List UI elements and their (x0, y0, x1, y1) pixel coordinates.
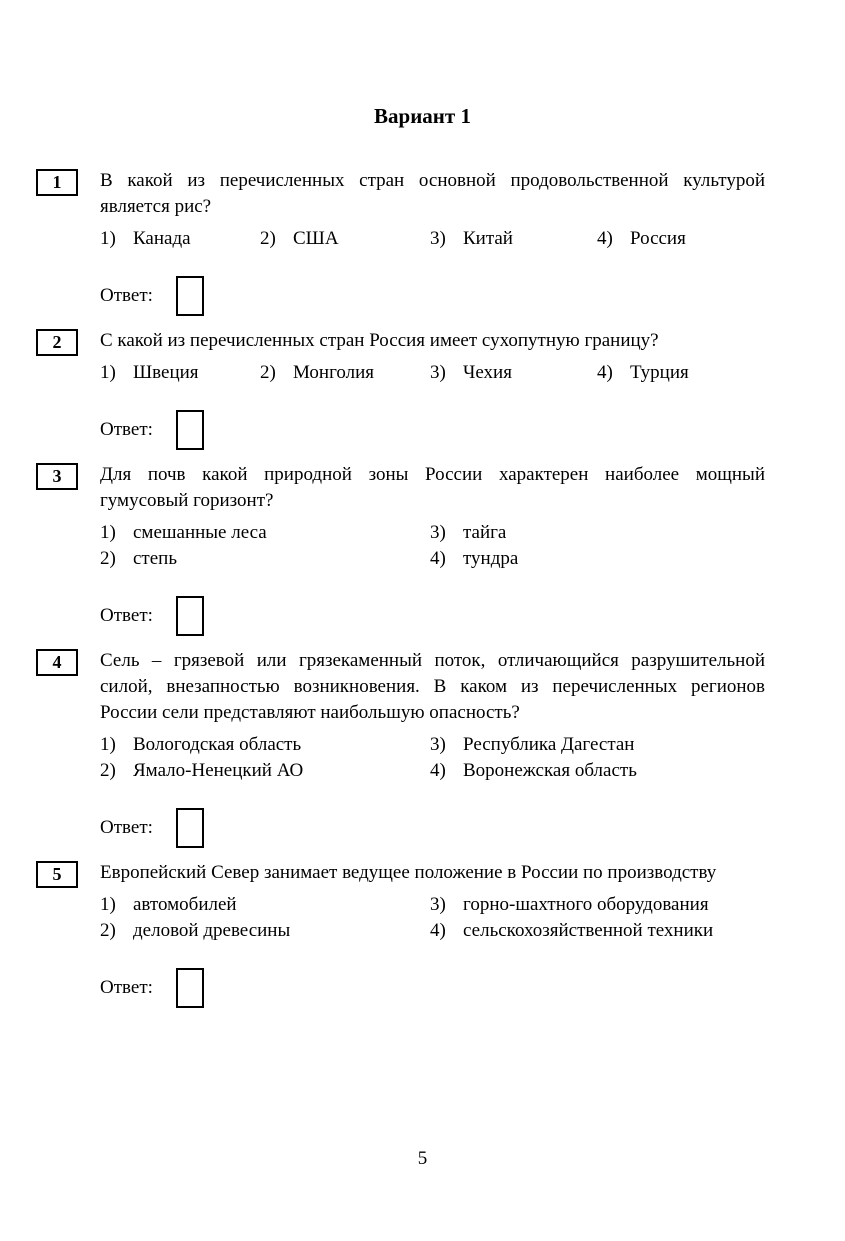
answer-label: Ответ: (100, 419, 153, 440)
question-text (100, 860, 765, 886)
question-text-line: С какой из перечисленных стран Россия имеет сухопутную границу? (100, 330, 659, 351)
answer-input-box[interactable] (176, 596, 204, 636)
option-4 (430, 758, 765, 784)
option-number: 4) (597, 228, 613, 249)
option-1 (100, 226, 260, 252)
option-1 (100, 892, 430, 918)
option-4 (597, 226, 765, 252)
option-1 (100, 732, 430, 758)
option-label: Китай (463, 228, 513, 249)
option-2 (100, 758, 430, 784)
option-label: смешанные леса (133, 522, 267, 543)
option-4 (430, 918, 765, 944)
question-3 (36, 462, 805, 636)
question-number-box: 5 (36, 861, 78, 888)
question-text (100, 648, 765, 726)
answer-label: Ответ: (100, 817, 153, 838)
question-text-line: силой, внезапностью возникновения. В каком из перечисленных регионов (100, 676, 765, 697)
answer-input-box[interactable] (176, 410, 204, 450)
option-number: 1) (100, 362, 116, 383)
answer-label: Ответ: (100, 977, 153, 998)
option-number: 3) (430, 894, 446, 915)
question-text-line: Европейский Север занимает ведущее положение в России по производству (100, 862, 717, 883)
option-label: степь (133, 548, 178, 569)
question-1 (36, 168, 805, 316)
question-text-line: Для почв какой природной зоны России характерен наиболее мощный (100, 464, 765, 485)
option-3 (430, 360, 597, 386)
options-row (100, 226, 765, 252)
option-number: 4) (430, 760, 446, 781)
question-text-line: Сель – грязевой или грязекаменный поток, отличающийся разрушительной (100, 650, 765, 671)
question-text-line: России сели представляют наибольшую опасность? (100, 702, 520, 723)
option-number: 3) (430, 228, 446, 249)
options-row (100, 360, 765, 386)
answer-row (100, 596, 765, 636)
question-text-line: гумусовый горизонт? (100, 490, 274, 511)
option-label: Канада (133, 228, 191, 249)
option-label: Россия (630, 228, 686, 249)
question-text (100, 168, 765, 220)
option-label: Воронежская область (463, 760, 637, 781)
question-number-box: 3 (36, 463, 78, 490)
option-label: автомобилей (133, 894, 237, 915)
question-4 (36, 648, 805, 848)
option-3 (430, 892, 765, 918)
option-number: 1) (100, 894, 116, 915)
question-text-line: является рис? (100, 196, 212, 217)
option-3 (430, 226, 597, 252)
answer-input-box[interactable] (176, 808, 204, 848)
option-label: тундра (463, 548, 519, 569)
option-label: США (293, 228, 339, 249)
option-2 (100, 546, 430, 572)
option-2 (260, 226, 430, 252)
option-label: Чехия (463, 362, 512, 383)
question-number-box: 4 (36, 649, 78, 676)
option-label: Вологодская область (133, 734, 302, 755)
option-number: 3) (430, 522, 446, 543)
options-grid (100, 892, 765, 944)
option-label: сельскохозяйственной техники (463, 920, 714, 941)
option-1 (100, 360, 260, 386)
option-label: Ямало-Ненецкий АО (133, 760, 304, 781)
answer-row (100, 276, 765, 316)
question-5 (36, 860, 805, 1008)
option-label: Монголия (293, 362, 375, 383)
option-number: 2) (260, 228, 276, 249)
option-number: 2) (260, 362, 276, 383)
option-label: Турция (630, 362, 689, 383)
option-number: 4) (430, 548, 446, 569)
answer-row (100, 808, 765, 848)
answer-label: Ответ: (100, 285, 153, 306)
options-grid (100, 732, 765, 784)
option-label: Республика Дагестан (463, 734, 635, 755)
option-1 (100, 520, 430, 546)
option-4 (597, 360, 765, 386)
question-text (100, 328, 765, 354)
answer-input-box[interactable] (176, 276, 204, 316)
answer-input-box[interactable] (176, 968, 204, 1008)
option-4 (430, 546, 765, 572)
answer-row (100, 410, 765, 450)
option-label: Швеция (133, 362, 199, 383)
option-number: 3) (430, 734, 446, 755)
question-number-box: 2 (36, 329, 78, 356)
page-number: 5 (417, 1148, 428, 1169)
options-grid (100, 520, 765, 572)
option-2 (100, 918, 430, 944)
option-2 (260, 360, 430, 386)
option-label: деловой древесины (133, 920, 291, 941)
option-number: 2) (100, 548, 116, 569)
question-text (100, 462, 765, 514)
option-number: 4) (597, 362, 613, 383)
page-title: Вариант 1 (374, 104, 471, 128)
option-number: 2) (100, 760, 116, 781)
option-number: 1) (100, 228, 116, 249)
option-number: 4) (430, 920, 446, 941)
option-label: горно-шахтного оборудования (463, 894, 709, 915)
answer-row (100, 968, 765, 1008)
question-text-line: В какой из перечисленных стран основной продовольственной культурой (100, 170, 765, 191)
option-number: 3) (430, 362, 446, 383)
question-2 (36, 328, 805, 450)
option-3 (430, 732, 765, 758)
option-3 (430, 520, 765, 546)
option-label: тайга (463, 522, 507, 543)
questions-list (36, 168, 805, 1008)
option-number: 1) (100, 522, 116, 543)
question-number-box: 1 (36, 169, 78, 196)
option-number: 2) (100, 920, 116, 941)
option-number: 1) (100, 734, 116, 755)
answer-label: Ответ: (100, 605, 153, 626)
